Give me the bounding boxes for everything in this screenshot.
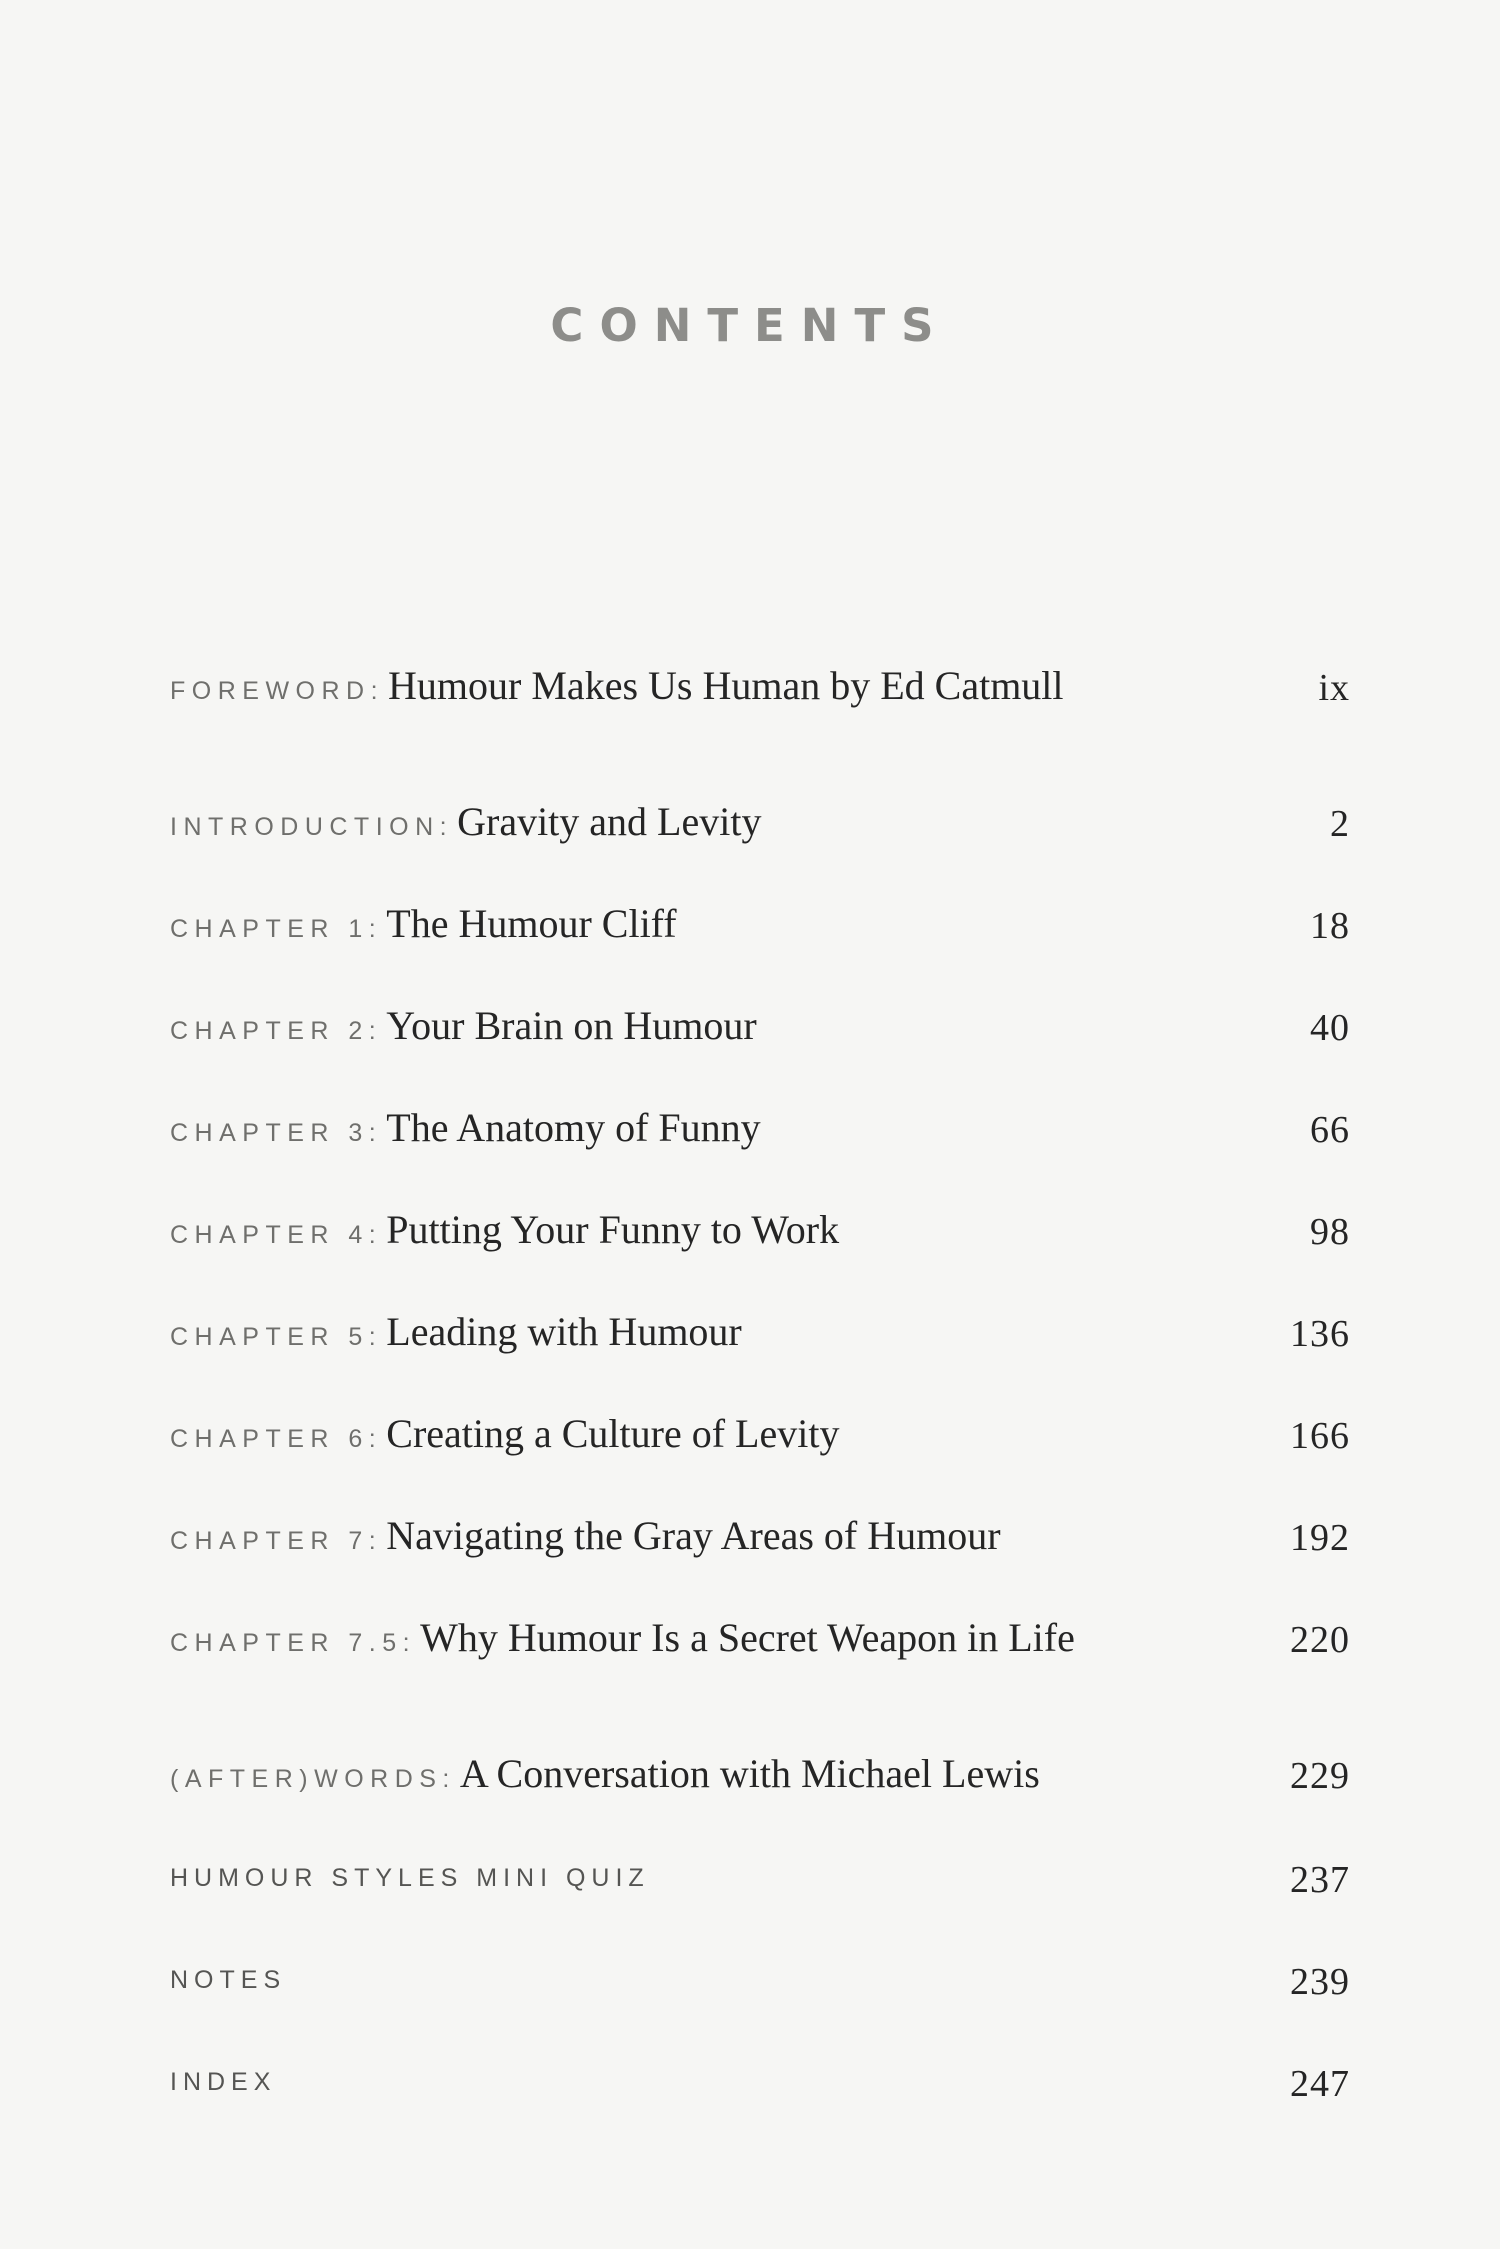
entry-page-number: 220 xyxy=(1290,1619,1350,1661)
toc-entry-chapter-7 xyxy=(170,1504,1350,1568)
entry-page-number: 229 xyxy=(1290,1755,1350,1797)
toc-entry-chapter-4 xyxy=(170,1198,1350,1262)
entry-label: CHAPTER 1: xyxy=(170,915,383,943)
entry-label: CHAPTER 5: xyxy=(170,1323,383,1351)
page-title: CONTENTS xyxy=(550,299,950,352)
toc-entry-notes xyxy=(170,1948,1350,2012)
entry-page-number: 66 xyxy=(1310,1109,1350,1151)
entry-label: CHAPTER 2: xyxy=(170,1017,383,1045)
entry-page-number: 18 xyxy=(1310,905,1350,947)
entry-title: The Anatomy of Funny xyxy=(386,1105,761,1150)
toc-entry-chapter-1 xyxy=(170,892,1350,956)
entry-page-number: 40 xyxy=(1310,1007,1350,1049)
entry-label: HUMOUR STYLES MINI QUIZ xyxy=(170,1864,650,1892)
entry-title: The Humour Cliff xyxy=(386,901,677,946)
entry-title: Navigating the Gray Areas of Humour xyxy=(386,1513,1001,1558)
toc-entry-chapter-6 xyxy=(170,1402,1350,1466)
entry-label: FOREWORD: xyxy=(170,677,385,705)
entry-label: (AFTER)WORDS: xyxy=(170,1765,456,1793)
entry-title: A Conversation with Michael Lewis xyxy=(459,1751,1040,1796)
toc-entry-introduction xyxy=(170,790,1350,854)
entry-page-number: 98 xyxy=(1310,1211,1350,1253)
entry-title: Leading with Humour xyxy=(386,1309,742,1354)
entry-title: Putting Your Funny to Work xyxy=(386,1207,840,1252)
entry-page-number: 247 xyxy=(1290,2063,1350,2105)
entry-page-number: ix xyxy=(1318,667,1350,709)
toc-entry-chapter-2 xyxy=(170,994,1350,1058)
entry-label: CHAPTER 7.5: xyxy=(170,1629,417,1657)
entry-label: CHAPTER 4: xyxy=(170,1221,383,1249)
entry-page-number: 2 xyxy=(1330,803,1350,845)
entry-label: NOTES xyxy=(170,1966,287,1994)
toc-entry-chapter-5 xyxy=(170,1300,1350,1364)
entry-title: Gravity and Levity xyxy=(457,799,762,844)
entry-label: CHAPTER 3: xyxy=(170,1119,383,1147)
entry-title: Creating a Culture of Levity xyxy=(386,1411,840,1456)
entry-title: Your Brain on Humour xyxy=(386,1003,757,1048)
entry-page-number: 237 xyxy=(1290,1859,1350,1901)
toc-entry-chapter-3 xyxy=(170,1096,1350,1160)
entry-title: Why Humour Is a Secret Weapon in Life xyxy=(420,1615,1075,1660)
entry-label: CHAPTER 6: xyxy=(170,1425,383,1453)
toc-entry-humour-styles-quiz xyxy=(170,1846,1350,1910)
entry-page-number: 136 xyxy=(1290,1313,1350,1355)
entry-title: Humour Makes Us Human by Ed Catmull xyxy=(388,663,1064,708)
entry-label: CHAPTER 7: xyxy=(170,1527,383,1555)
entry-page-number: 166 xyxy=(1290,1415,1350,1457)
entry-page-number: 192 xyxy=(1290,1517,1350,1559)
toc-entry-foreword xyxy=(170,654,1350,718)
entry-label: INDEX xyxy=(170,2068,277,2096)
toc-entry-chapter-7-5 xyxy=(170,1606,1350,1670)
entry-page-number: 239 xyxy=(1290,1961,1350,2003)
toc-entry-index xyxy=(170,2050,1350,2114)
entry-label: INTRODUCTION: xyxy=(170,813,454,841)
toc-entry-afterwords xyxy=(170,1742,1350,1806)
